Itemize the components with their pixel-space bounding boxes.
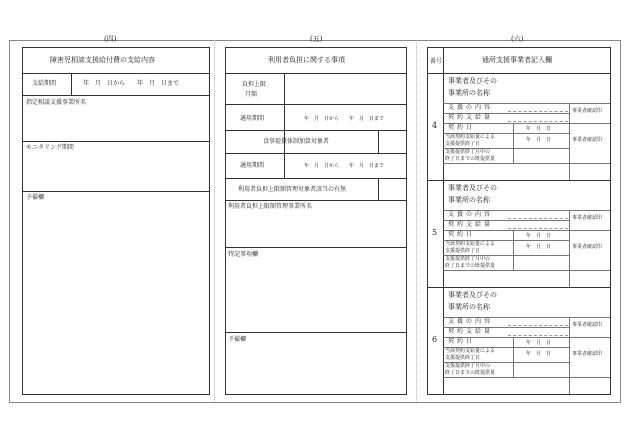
entry-number: 5 [432,228,438,237]
final-label-2: 支援提供終了日 [445,355,481,361]
entry-number: 6 [432,335,438,344]
date-label: 契約日 [448,124,476,131]
content-label: 支援の内容 [448,318,494,325]
provider-name-label-1: 事業者及びその [448,77,497,85]
date-label: 契約日 [448,231,476,238]
fold-line-right [416,40,417,402]
panel5-management-provider-label: 利用者負担上限額管理事業所名 [228,203,313,210]
confirm-label: 事業者確認印 [572,215,603,221]
date-value: 年 月 日 [526,233,552,239]
panel4-reserve-label: 予備欄 [26,194,45,201]
remaining-label-2: 終了日までの既提供量 [445,370,496,376]
final-label-1: 当該契約支給量による [445,348,496,354]
provider-name-label-2: 事業所の名称 [448,303,490,311]
final-date-value: 年 月 日 [526,137,552,143]
remaining-label-2: 終了日までの既提供量 [445,263,496,269]
panel4-period-value: 年 月 日から 年 月 日まで [83,80,180,87]
panel5-applicable-period-label-2: 適用期間 [240,162,265,169]
date-label: 契約日 [448,338,476,345]
panel6-number-header: 番号 [430,58,443,65]
panel4-table [22,47,210,395]
confirm-label: 事業者確認印 [572,322,603,328]
date-value: 年 月 日 [526,340,552,346]
final-label-2: 支援提供終了日 [445,141,481,147]
provider-name-label-1: 事業者及びその [448,291,497,299]
panel5-limit-label-1: 負担上限 [242,81,267,88]
amount-label: 契約支給量 [448,221,494,228]
panel5-number: (五) [310,35,323,43]
panel6-number: (六) [511,35,524,43]
final-label-1: 当該契約支給量による [445,241,496,247]
panel5-reserve-label: 予備欄 [228,336,247,343]
confirm-label: 事業者確認印 [572,108,603,114]
content-label: 支援の内容 [448,104,494,111]
amount-label: 契約支給量 [448,114,494,121]
panel4-title: 障害児相談支援給付費の支給内容 [50,56,155,64]
final-date-value: 年 月 日 [526,351,552,357]
panel4-period-label: 支給期間 [32,80,57,87]
remaining-label-1: 支援提供終了月中の [445,149,491,155]
remaining-label-2: 終了日までの既提供量 [445,156,496,162]
remaining-label-1: 支援提供終了月中の [445,363,491,369]
panel5-limit-label-2: 月額 [245,91,258,98]
panel4-monitoring-label: モニタリング期間 [26,144,74,151]
amount-label: 契約支給量 [448,328,494,335]
panel4-provider-label: 指定相談支援事業所名 [26,99,87,106]
panel5-period-value-2: 年 月 日から 年 月 日まで [304,163,385,169]
panel5-special-notes-label: 特記事項欄 [228,251,259,258]
entry-block [428,180,610,287]
panel5-meal-label: 食事提供体制加算対象者 [263,138,330,145]
panel5-applicable-period-label-1: 適用期間 [240,115,265,122]
date-value: 年 月 日 [526,126,552,132]
entry-block [428,287,610,394]
confirm-label-2: 事業者確認印 [572,351,603,357]
panel5-table [225,47,407,395]
final-date-value: 年 月 日 [526,244,552,250]
confirm-label-2: 事業者確認印 [572,137,603,143]
entry-number: 4 [432,121,438,130]
panel5-title: 利用者負担に関する事項 [268,56,345,64]
provider-name-label-2: 事業所の名称 [448,196,490,204]
panel5-management-label: 利用者負担上限額管理対象者該当の有無 [238,186,347,193]
fold-line-left [214,40,215,402]
confirm-label-2: 事業者確認印 [572,244,603,250]
panel6-title: 通所支援事業者記入欄 [482,56,552,64]
final-label-2: 支援提供終了日 [445,248,481,254]
content-label: 支援の内容 [448,211,494,218]
entry-block [428,73,610,180]
panel6-table [427,47,611,395]
panel4-number: (四) [104,35,117,43]
final-label-1: 当該契約支給量による [445,134,496,140]
provider-name-label-2: 事業所の名称 [448,89,490,97]
provider-name-label-1: 事業者及びその [448,184,497,192]
panel5-period-value-1: 年 月 日から 年 月 日まで [304,116,385,122]
remaining-label-1: 支援提供終了月中の [445,256,491,262]
